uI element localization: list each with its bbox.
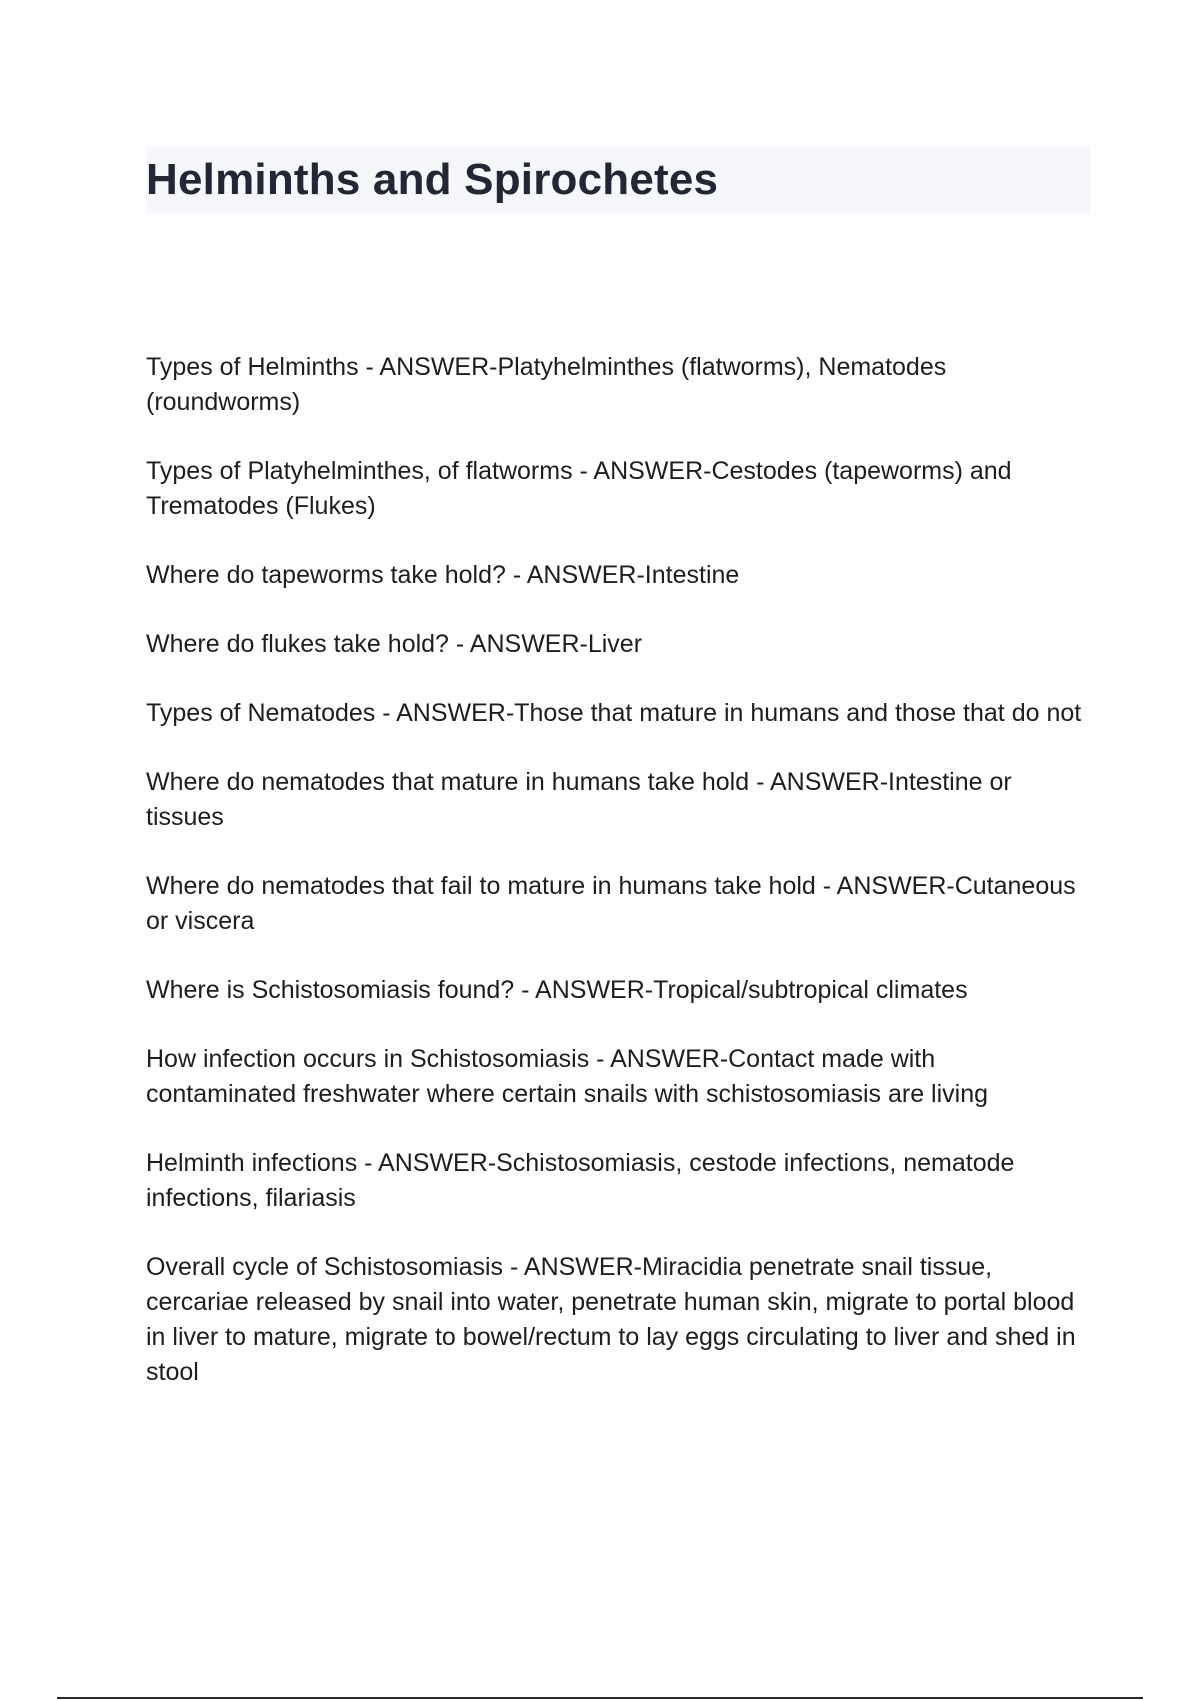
qa-item: Where do nematodes that mature in humans take hold - ANSWER-Intestine or tissues — [146, 768, 1012, 831]
bottom-divider — [57, 1697, 1143, 1699]
title-banner — [146, 146, 1090, 214]
qa-item: Types of Platyhelminthes, of flatworms - ANSWER-Cestodes (tapeworms) and Trematodes (Flukes) — [146, 457, 1012, 520]
page-title: Helminths and Spirochetes — [146, 155, 719, 204]
qa-item: Types of Helminths - ANSWER-Platyhelminthes (flatworms), Nematodes (roundworms) — [146, 353, 947, 416]
qa-item: Where do flukes take hold? - ANSWER-Liver — [146, 630, 643, 658]
qa-item: Helminth infections - ANSWER-Schistosomiasis, cestode infections, nematode infections, filariasis — [146, 1149, 1015, 1212]
qa-item: Where do tapeworms take hold? - ANSWER-Intestine — [146, 561, 740, 589]
qa-item: Types of Nematodes - ANSWER-Those that mature in humans and those that do not — [146, 699, 1082, 727]
qa-item: How infection occurs in Schistosomiasis - ANSWER-Contact made with contaminated freshwater where certain snails with schistosomiasis are living — [146, 1045, 989, 1108]
qa-list — [146, 350, 1091, 1424]
qa-item: Overall cycle of Schistosomiasis - ANSWER-Miracidia penetrate snail tissue, cercariae released by snail into water, penetrate human skin, migrate to portal blood in liver to mature, migrate to bowel/rectum to lay eggs circulating to liver and shed in stool — [146, 1253, 1076, 1386]
qa-item: Where do nematodes that fail to mature in humans take hold - ANSWER-Cutaneous or viscera — [146, 872, 1076, 935]
qa-item: Where is Schistosomiasis found? - ANSWER-Tropical/subtropical climates — [146, 976, 968, 1004]
